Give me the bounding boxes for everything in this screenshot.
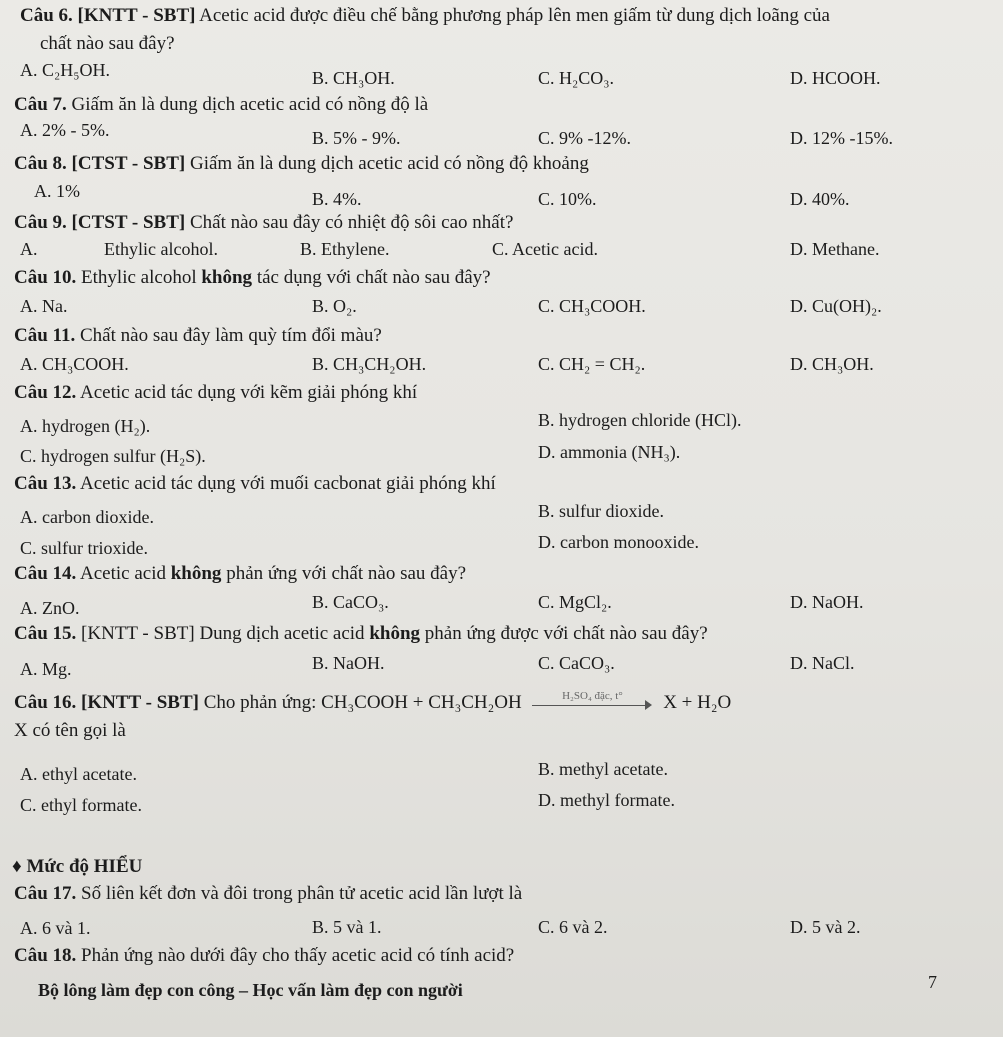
q15-option-c: C. CaCO₃.	[538, 653, 615, 673]
question-text: phản ứng với chất nào sau đây?	[226, 563, 467, 584]
question-text: phản ứng được với chất nào sau đây?	[424, 623, 708, 644]
question-text: Acetic acid tác dụng với muối cacbonat giải phóng khí	[80, 473, 496, 494]
q15-option-d: D. NaCl.	[790, 653, 855, 673]
question-number: Câu 8.	[14, 153, 67, 174]
q6-option-a: A. C₂H₅OH.	[20, 60, 111, 80]
q8-option-b: B. 4%.	[312, 189, 362, 209]
page-footer: Bộ lông làm đẹp con công – Học vấn làm đẹp con người	[38, 980, 463, 1000]
q12-option-d: D. ammonia (NH₃).	[538, 442, 681, 462]
q7-option-b: B. 5% - 9%.	[312, 128, 401, 148]
question-text: Ethylic alcohol	[81, 267, 197, 288]
question-16	[14, 691, 731, 715]
question-17	[14, 882, 522, 906]
question-15	[14, 622, 708, 646]
question-6-continued: chất nào sau đây?	[40, 33, 175, 54]
reaction-arrow	[532, 689, 652, 714]
q17-option-d: D. 5 và 2.	[790, 917, 861, 937]
q15-option-a: A. Mg.	[20, 659, 72, 679]
q14-option-b: B. CaCO₃.	[312, 592, 389, 612]
question-9	[14, 211, 513, 235]
q6-option-c: C. H₂CO₃.	[538, 68, 615, 88]
section-heading: ♦ Mức độ HIỂU	[12, 856, 143, 877]
q11-option-d: D. CH₃OH.	[790, 354, 874, 374]
question-number: Câu 12.	[14, 382, 77, 403]
question-number: Câu 14.	[14, 563, 77, 584]
question-text: tác dụng với chất nào sau đây?	[256, 267, 491, 288]
q6-option-d: D. HCOOH.	[790, 68, 881, 88]
question-text: Số liên kết đơn và đôi trong phân tử acetic acid lần lượt là	[81, 883, 523, 904]
q15-option-b: B. NaOH.	[312, 653, 385, 673]
question-source: [KNTT - SBT]	[81, 623, 195, 644]
q13-option-c: C. sulfur trioxide.	[20, 538, 148, 558]
question-number: Câu 13.	[14, 473, 77, 494]
question-text: Giấm ăn là dung dịch acetic acid có nồng độ khoảng	[189, 153, 589, 174]
question-source: [KNTT - SBT]	[81, 692, 199, 713]
reaction-condition: H₂SO₄ đặc, t°	[562, 689, 623, 702]
q13-option-b: B. sulfur dioxide.	[538, 501, 664, 521]
question-11	[14, 324, 382, 348]
q14-option-d: D. NaOH.	[790, 592, 864, 612]
question-number: Câu 6.	[20, 5, 73, 26]
q16-option-d: D. methyl formate.	[538, 790, 675, 810]
q10-option-d: D. Cu(OH)₂.	[790, 296, 882, 316]
question-text: Acetic acid tác dụng với kẽm giải phóng khí	[80, 382, 418, 403]
question-text: Chất nào sau đây làm quỳ tím đổi màu?	[80, 325, 382, 346]
question-text: Acetic acid	[80, 563, 166, 584]
question-number: Câu 9.	[14, 212, 67, 233]
q12-option-a: A. hydrogen (H₂).	[20, 416, 151, 436]
question-13	[14, 472, 496, 496]
question-7	[14, 93, 428, 117]
q6-option-b: B. CH₃OH.	[312, 68, 395, 88]
q10-option-c: C. CH₃COOH.	[538, 296, 646, 316]
question-text: Acetic acid được điều chế bằng phương pháp lên men giấm từ dung dịch loãng của	[199, 5, 830, 26]
q14-option-a: A. ZnO.	[20, 598, 80, 618]
question-16-continued: X có tên gọi là	[14, 720, 126, 741]
q9-option-d: D. Methane.	[790, 239, 880, 259]
q17-option-a: A. 6 và 1.	[20, 918, 91, 938]
question-10	[14, 266, 491, 290]
q9-option-b: B. Ethylene.	[300, 239, 390, 259]
question-text: Chất nào sau đây có nhiệt độ sôi cao nhất?	[189, 212, 514, 233]
question-text: Dung dịch acetic acid	[199, 623, 365, 644]
q7-option-a: A. 2% - 5%.	[20, 120, 110, 140]
q7-option-c: C. 9% -12%.	[538, 128, 631, 148]
q16-option-c: C. ethyl formate.	[20, 795, 142, 815]
question-number: Câu 10.	[14, 267, 77, 288]
q17-option-c: C. 6 và 2.	[538, 917, 608, 937]
question-emphasis: không	[369, 623, 421, 644]
q8-option-a: A. 1%	[34, 181, 80, 201]
q12-option-c: C. hydrogen sulfur (H₂S).	[20, 446, 206, 466]
question-12	[14, 381, 417, 405]
question-number: Câu 15.	[14, 623, 77, 644]
q13-option-d: D. carbon monooxide.	[538, 532, 699, 552]
question-text: Giấm ăn là dung dịch acetic acid có nồng độ là	[71, 94, 429, 115]
question-text: Phản ứng nào dưới đây cho thấy acetic acid có tính acid?	[81, 945, 515, 966]
q9-option-a: A.	[20, 239, 38, 259]
q11-option-b: B. CH₃CH₂OH.	[312, 354, 427, 374]
question-18	[14, 944, 514, 968]
reaction-product: X + H₂O	[663, 692, 732, 713]
q12-option-b: B. hydrogen chloride (HCl).	[538, 410, 742, 430]
question-emphasis: không	[201, 267, 253, 288]
question-number: Câu 7.	[14, 94, 67, 115]
q8-option-c: C. 10%.	[538, 189, 597, 209]
q17-option-b: B. 5 và 1.	[312, 917, 382, 937]
question-source: [KNTT - SBT]	[77, 5, 196, 26]
q10-option-b: B. O₂.	[312, 296, 357, 316]
question-source: [CTST - SBT]	[71, 153, 186, 174]
question-number: Câu 18.	[14, 945, 77, 966]
question-number: Câu 17.	[14, 883, 77, 904]
q7-option-d: D. 12% -15%.	[790, 128, 893, 148]
q13-option-a: A. carbon dioxide.	[20, 507, 154, 527]
q9-option-c: C. Acetic acid.	[492, 239, 598, 259]
question-emphasis: không	[170, 563, 222, 584]
page-number: 7	[928, 972, 937, 992]
q16-option-b: B. methyl acetate.	[538, 759, 668, 779]
question-text: Cho phản ứng: CH₃COOH + CH₃CH₂OH	[203, 692, 522, 713]
q16-option-a: A. ethyl acetate.	[20, 764, 137, 784]
q11-option-c: C. CH₂ = CH₂.	[538, 354, 646, 374]
q14-option-c: C. MgCl₂.	[538, 592, 612, 612]
question-8	[14, 152, 589, 176]
question-number: Câu 16.	[14, 692, 77, 713]
q9-option-a-text: Ethylic alcohol.	[104, 239, 218, 259]
q10-option-a: A. Na.	[20, 296, 68, 316]
q11-option-a: A. CH₃COOH.	[20, 354, 129, 374]
q8-option-d: D. 40%.	[790, 189, 850, 209]
question-number: Câu 11.	[14, 325, 76, 346]
question-14	[14, 562, 466, 586]
question-6	[20, 4, 830, 28]
question-source: [CTST - SBT]	[71, 212, 186, 233]
